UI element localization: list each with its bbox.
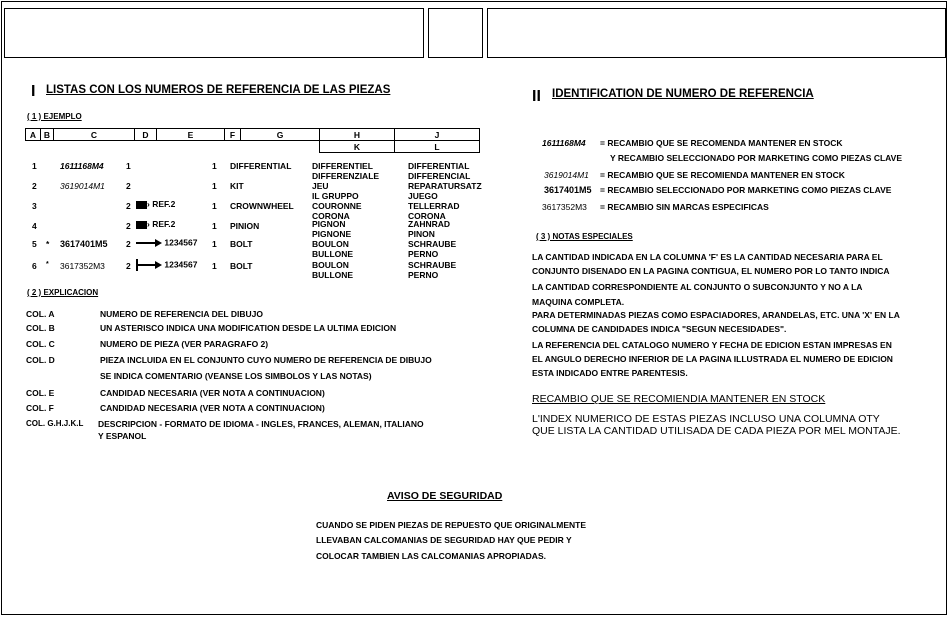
example-title: ( 1 ) EJEMPLO bbox=[27, 112, 82, 121]
expl-col: COL. E bbox=[26, 388, 55, 398]
row2-j2: JUEGO bbox=[408, 190, 438, 201]
row6-d: 2 bbox=[126, 261, 131, 271]
note-line: ESTA INDICADO ENTRE PARENTESIS. bbox=[532, 368, 688, 378]
expl-text: DESCRIPCION - FORMATO DE IDIOMA - INGLES, FRANCES, ALEMAN, ITALIANO bbox=[98, 419, 424, 429]
row6-j bbox=[408, 261, 456, 280]
id-text: = RECAMBIO QUE SE RECOMIENDA MANTENER EN STOCK bbox=[600, 170, 845, 180]
safety-line: COLOCAR TAMBIEN LAS CALCOMANIAS APROPIADAS. bbox=[316, 551, 546, 561]
row6-h2: BULLONE bbox=[312, 269, 354, 280]
row1-c: 1611168M4 bbox=[60, 161, 104, 171]
row1-h2: DIFFERENZIALE bbox=[312, 170, 380, 181]
expl-text: NUMERO DE PIEZA (VER PARAGRAFO 2) bbox=[100, 339, 269, 349]
note-line: MAQUINA COMPLETA. bbox=[532, 297, 625, 307]
row2-a: 2 bbox=[32, 181, 37, 191]
col-j-header: J bbox=[395, 129, 480, 141]
row1-h1: DIFFERENTIEL bbox=[312, 161, 373, 171]
id-number: 3619014M1 bbox=[544, 170, 589, 180]
row1-a: 1 bbox=[32, 161, 37, 171]
note-line: EL ANGULO DERECHO INFERIOR DE LA PAGINA ILLUSTRADA EL NUMERO DE EDICION bbox=[532, 354, 893, 364]
row4-j2: PINON bbox=[408, 228, 435, 239]
row6-j2: PERNO bbox=[408, 269, 439, 280]
col-b-header: B bbox=[41, 129, 54, 141]
row4-j1: ZAHNRAD bbox=[408, 219, 451, 229]
row3-h1: COURONNE bbox=[312, 201, 362, 211]
col-h-header: H bbox=[320, 129, 395, 141]
assembly-symbol-icon bbox=[136, 221, 147, 229]
expl-text: SE INDICA COMENTARIO (VEANSE LOS SIMBOLOS Y LAS NOTAS) bbox=[100, 371, 372, 381]
row1-d: 1 bbox=[126, 161, 131, 171]
row4-d: 2 bbox=[126, 221, 131, 231]
col-c-header: C bbox=[54, 129, 135, 141]
id-text: Y RECAMBIO SELECCIONADO POR MARKETING COMO PIEZAS CLAVE bbox=[610, 153, 903, 163]
section1-roman: I bbox=[31, 83, 36, 100]
row5-j1: SCHRAUBE bbox=[408, 239, 457, 249]
id-text: = RECAMBIO SIN MARCAS ESPECIFICAS bbox=[600, 202, 769, 212]
assembly-symbol-icon bbox=[136, 201, 147, 209]
row5-a: 5 bbox=[32, 239, 37, 249]
expl-col: COL. D bbox=[26, 355, 55, 365]
row6-h bbox=[312, 261, 353, 280]
note-line: COLUMNA DE CANDIDADES INDICA "SEGUN NECESIDADES". bbox=[532, 324, 787, 334]
expl-text: NUMERO DE REFERENCIA DEL DIBUJO bbox=[100, 309, 263, 319]
header-box-right bbox=[487, 8, 946, 58]
col-k-header: K bbox=[320, 141, 395, 153]
safety-line: LLEVABAN CALCOMANIAS DE SEGURIDAD HAY QUE PEDIR Y bbox=[316, 535, 572, 545]
example-table-header bbox=[25, 128, 480, 153]
row1-j1: DIFFERENTIAL bbox=[408, 161, 470, 171]
row6-j1: SCHRAUBE bbox=[408, 260, 457, 270]
row5-e bbox=[136, 238, 197, 248]
row5-d: 2 bbox=[126, 239, 131, 249]
safety-line: CUANDO SE PIDEN PIEZAS DE REPUESTO QUE ORIGINALMENTE bbox=[316, 520, 586, 530]
row3-h2: CORONA bbox=[312, 210, 350, 221]
header-box-left bbox=[4, 8, 424, 58]
notes-title: ( 3 ) NOTAS ESPECIALES bbox=[536, 232, 633, 241]
expl-text: CANDIDAD NECESARIA (VER NOTA A CONTINUACION) bbox=[100, 388, 325, 398]
expl-text: CANDIDAD NECESARIA (VER NOTA A CONTINUACION) bbox=[100, 403, 325, 413]
arrow-right-icon bbox=[136, 238, 162, 248]
note-line: PARA DETERMINADAS PIEZAS COMO ESPACIADORES, ARANDELAS, ETC. UNA 'X' EN LA bbox=[532, 310, 900, 320]
row1-j2: DIFFERENCIAL bbox=[408, 170, 471, 181]
safety-title: AVISO DE SEGURIDAD bbox=[387, 490, 503, 502]
expl-col: COL. A bbox=[26, 309, 55, 319]
stock-text-line: L'INDEX NUMERICO DE ESTAS PIEZAS INCLUSO UNA COLUMNA OTY bbox=[532, 413, 880, 425]
row6-c: 3617352M3 bbox=[60, 261, 105, 271]
row3-f: 1 bbox=[212, 201, 217, 211]
row5-h bbox=[312, 240, 353, 259]
section2-title: IDENTIFICATION DE NUMERO DE REFERENCIA bbox=[552, 88, 814, 100]
row5-f: 1 bbox=[212, 239, 217, 249]
row4-e: › REF.2 bbox=[136, 220, 175, 230]
row4-j bbox=[408, 220, 450, 239]
col-d-header: D bbox=[135, 129, 157, 141]
row1-g: DIFFERENTIAL bbox=[230, 161, 292, 171]
row5-e-text: 1234567 bbox=[164, 237, 198, 248]
row4-h bbox=[312, 220, 351, 239]
note-line: LA CANTIDAD INDICADA EN LA COLUMNA 'F' ES LA CANTIDAD NECESARIA PARA EL bbox=[532, 252, 883, 262]
id-text: = RECAMBIO SELECCIONADO POR MARKETING COMO PIEZAS CLAVE bbox=[600, 185, 892, 195]
expl-col: COL. B bbox=[26, 323, 55, 333]
expl-text: UN ASTERISCO INDICA UNA MODIFICATION DESDE LA ULTIMA EDICION bbox=[100, 323, 397, 333]
row5-h2: BULLONE bbox=[312, 248, 354, 259]
section2-roman: II bbox=[532, 88, 541, 105]
row2-h1: JEU bbox=[312, 181, 329, 191]
row6-e bbox=[136, 259, 197, 271]
row2-f: 1 bbox=[212, 181, 217, 191]
row3-g: CROWNWHEEL bbox=[230, 201, 294, 211]
col-g-header: G bbox=[241, 129, 320, 141]
expl-col: COL. C bbox=[26, 339, 55, 349]
row4-h2: PIGNONE bbox=[312, 228, 352, 239]
row4-g: PINION bbox=[230, 221, 260, 231]
row6-h1: BOULON bbox=[312, 260, 349, 270]
arrow-bar-right-icon bbox=[136, 259, 162, 271]
row3-j2: CORONA bbox=[408, 210, 446, 221]
stock-title: RECAMBIO QUE SE RECOMIENDIA MANTENER EN STOCK bbox=[532, 393, 826, 405]
col-e-header: E bbox=[157, 129, 225, 141]
section1-title: LISTAS CON LOS NUMEROS DE REFERENCIA DE LAS PIEZAS bbox=[46, 84, 391, 96]
row2-h2: IL GRUPPO bbox=[312, 190, 359, 201]
row5-c: 3617401M5 bbox=[60, 239, 108, 249]
row5-h1: BOULON bbox=[312, 239, 349, 249]
row4-f: 1 bbox=[212, 221, 217, 231]
row2-d: 2 bbox=[126, 181, 131, 191]
row3-e-text: REF.2 bbox=[152, 199, 176, 209]
row6-a: 6 bbox=[32, 261, 37, 271]
note-line: LA REFERENCIA DEL CATALOGO NUMERO Y FECHA DE EDICION ESTAN IMPRESAS EN bbox=[532, 340, 892, 350]
note-line: LA CANTIDAD CORRESPONDIENTE AL CONJUNTO O SUBCONJUNTO Y NO A LA bbox=[532, 282, 863, 292]
row4-a: 4 bbox=[32, 221, 37, 231]
id-number: 3617401M5 bbox=[544, 185, 592, 195]
id-text: = RECAMBIO QUE SE RECOMENDA MANTENER EN STOCK bbox=[600, 138, 843, 148]
row3-a: 3 bbox=[32, 201, 37, 211]
row5-b: * bbox=[46, 239, 50, 249]
row5-j2: PERNO bbox=[408, 248, 439, 259]
row2-h bbox=[312, 182, 359, 201]
col-a-header: A bbox=[26, 129, 41, 141]
row6-g: BOLT bbox=[230, 261, 253, 271]
row2-j1: REPARATURSATZ bbox=[408, 181, 482, 191]
row2-g: KIT bbox=[230, 181, 244, 191]
row2-j bbox=[408, 182, 482, 201]
id-number: 3617352M3 bbox=[542, 202, 587, 212]
expl-text: Y ESPANOL bbox=[98, 431, 147, 441]
note-line: CONJUNTO DISENADO EN LA PAGINA CONTIGUA, EL NUMERO POR LO TANTO INDICA bbox=[532, 266, 890, 276]
row1-j bbox=[408, 162, 470, 181]
col-f-header: F bbox=[225, 129, 241, 141]
row6-b: * bbox=[46, 261, 49, 268]
row1-h bbox=[312, 162, 379, 181]
row4-e-text: REF.2 bbox=[152, 219, 176, 229]
row6-f: 1 bbox=[212, 261, 217, 271]
row4-h1: PIGNON bbox=[312, 219, 346, 229]
row3-e: › REF.2 bbox=[136, 200, 175, 210]
row3-j1: TELLERRAD bbox=[408, 201, 460, 211]
explanation-title: ( 2 ) EXPLICACION bbox=[27, 288, 99, 297]
expl-text: PIEZA INCLUIDA EN EL CONJUNTO CUYO NUMERO DE REFERENCIA DE DIBUJO bbox=[100, 355, 432, 365]
row6-e-text: 1234567 bbox=[164, 259, 198, 270]
row5-g: BOLT bbox=[230, 239, 253, 249]
row3-d: 2 bbox=[126, 201, 131, 211]
expl-col: COL. F bbox=[26, 403, 54, 413]
col-l-header: L bbox=[395, 141, 480, 153]
row1-f: 1 bbox=[212, 161, 217, 171]
id-number: 1611168M4 bbox=[542, 138, 586, 148]
row2-c: 3619014M1 bbox=[60, 181, 105, 191]
header-box-middle bbox=[428, 8, 483, 58]
stock-text-line: QUE LISTA LA CANTIDAD UTILISADA DE CADA PIEZA POR MEL MONTAJE. bbox=[532, 425, 901, 437]
expl-col: COL. G.H.J.K.L bbox=[26, 419, 84, 428]
row5-j bbox=[408, 240, 456, 259]
